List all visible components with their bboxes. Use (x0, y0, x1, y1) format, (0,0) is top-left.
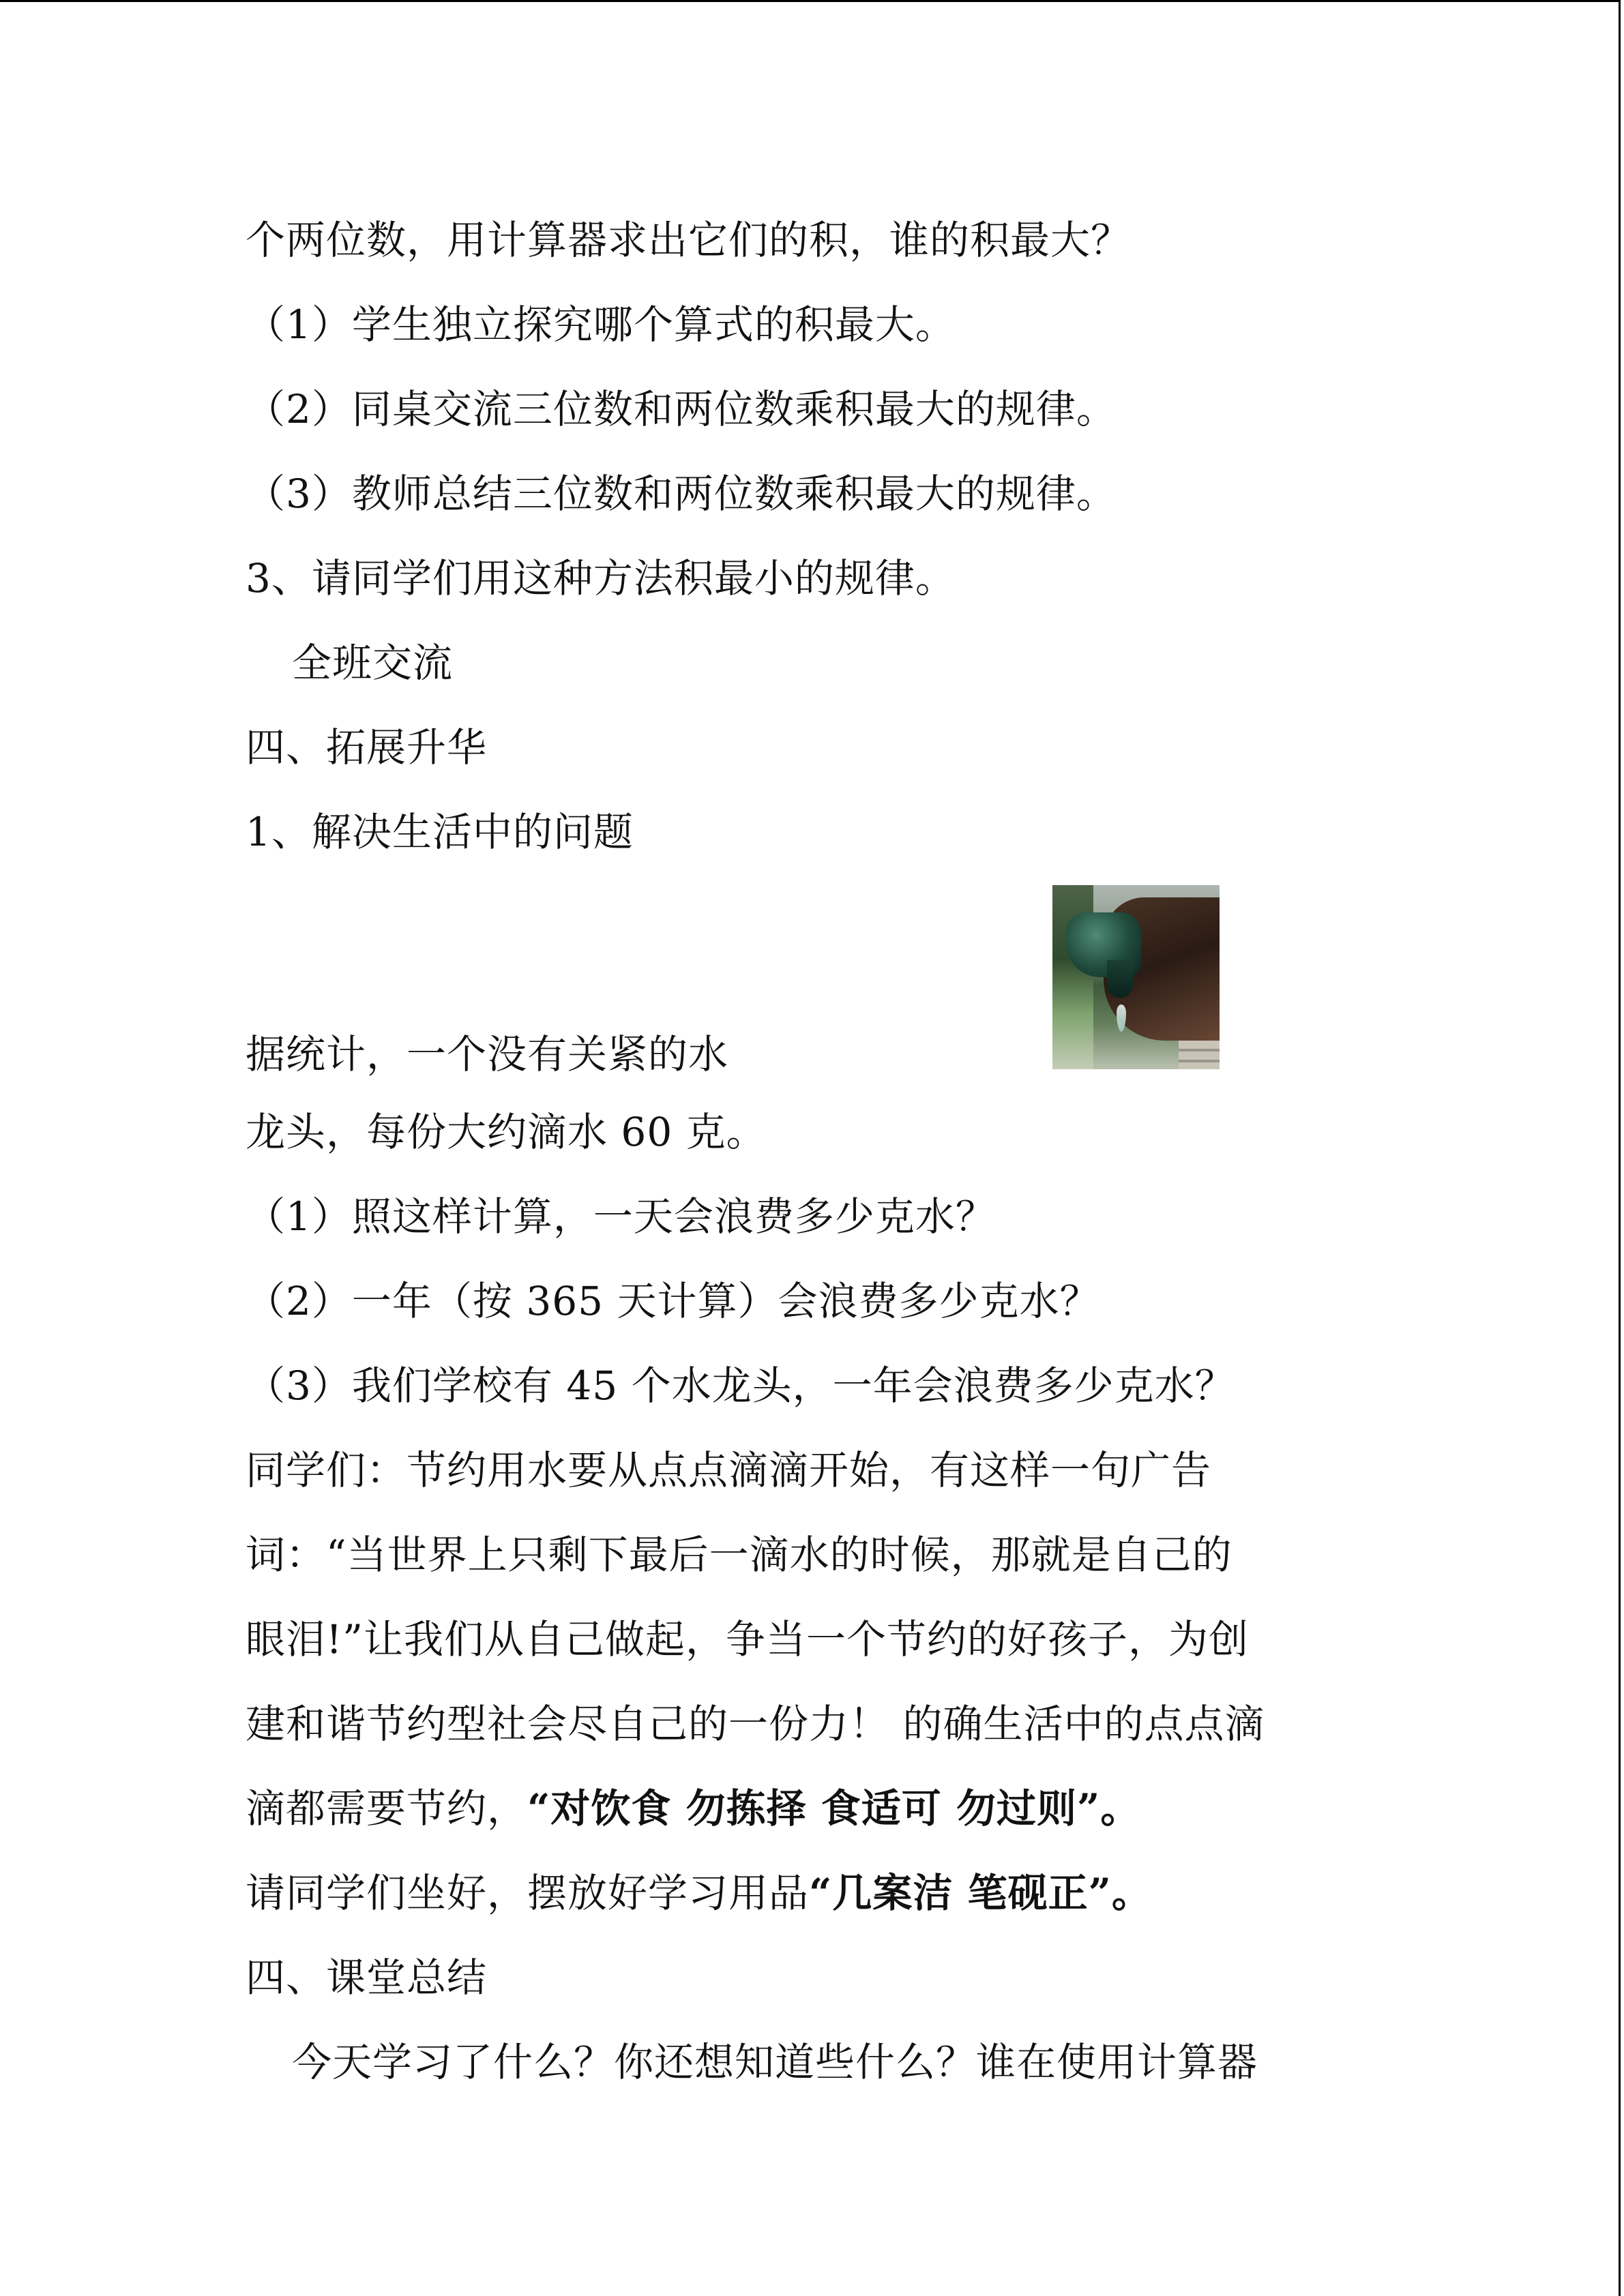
text-line-14: 同学们：节约用水要从点点滴滴开始，有这样一句广告 (246, 1447, 1212, 1493)
text-line-10: 龙头，每份大约滴水 60 克。 (246, 1109, 767, 1155)
water-drop-icon (1117, 1004, 1126, 1032)
section-heading-summary: 四、课堂总结 (246, 1954, 488, 2001)
text-line-15: 词：“当世界上只剩下最后一滴水的时候，那就是自己的 (246, 1532, 1232, 1578)
text-line-12: （2）一年（按 365 天计算）会浪费多少克水？ (246, 1278, 1100, 1324)
text-line-6: 全班交流 (292, 640, 454, 686)
text-line-1: 个两位数，用计算器求出它们的积，谁的积最大？ (246, 217, 1132, 263)
text-line-4: （3）教师总结三位数和两位数乘积最大的规律。 (246, 471, 1117, 517)
text-line-21: 今天学习了什么？你还想知道些什么？谁在使用计算器 (292, 2039, 1258, 2085)
text-line-2: （1）学生独立探究哪个算式的积最大。 (246, 301, 956, 348)
quote-desk-rule: “几案洁 笔砚正”。 (809, 1870, 1152, 1916)
text-line-18 (246, 1781, 1140, 1836)
quote-diet-rule: “对饮食 勿拣择 食适可 勿过则”。 (527, 1785, 1141, 1832)
subheading-life-problems: 1、解决生活中的问题 (246, 809, 634, 855)
text-line-13: （3）我们学校有 45 个水龙头，一年会浪费多少克水？ (246, 1362, 1235, 1409)
text-line-3: （2）同桌交流三位数和两位数乘积最大的规律。 (246, 386, 1117, 432)
text-line-17: 建和谐节约型社会尽自己的一份力！ 的确生活中的点点滴 (246, 1701, 1265, 1747)
text-line-11: （1）照这样计算，一天会浪费多少克水？ (246, 1193, 996, 1240)
text-line-19-lead: 请同学们坐好，摆放好学习用品 (246, 1870, 810, 1916)
text-line-19 (246, 1866, 1152, 1920)
text-line-16: 眼泪!”让我们从自己做起，争当一个节约的好孩子，为创 (246, 1616, 1249, 1663)
text-line-9: 据统计，一个没有关紧的水 (246, 1031, 729, 1077)
faucet-photo (1052, 885, 1220, 1069)
text-line-5: 3、请同学们用这种方法积最小的规律。 (246, 555, 956, 601)
text-line-18-lead: 滴都需要节约， (246, 1785, 528, 1832)
section-heading-expand: 四、拓展升华 (246, 724, 488, 771)
